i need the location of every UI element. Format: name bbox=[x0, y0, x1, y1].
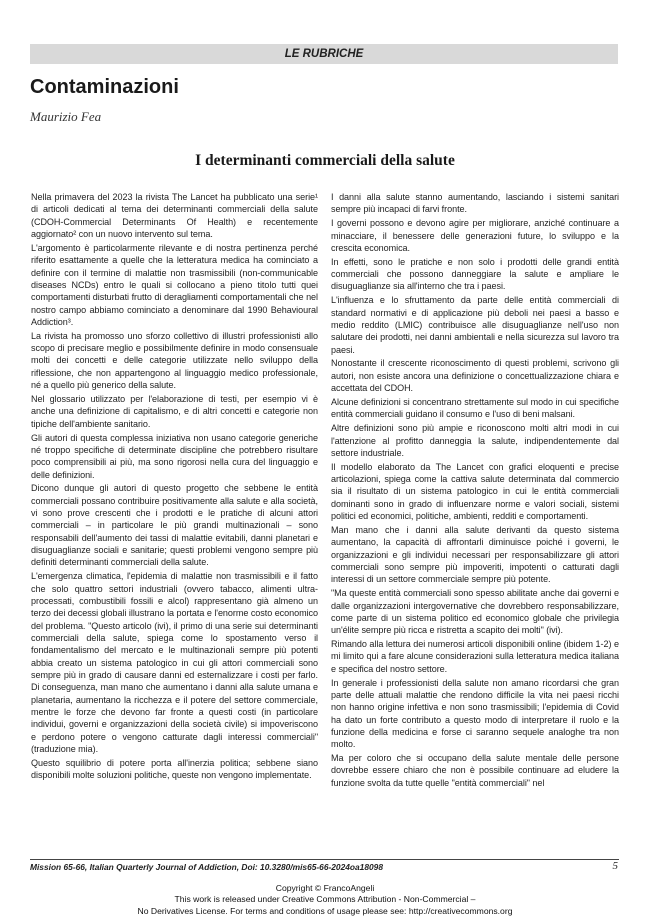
paragraph: I danni alla salute stanno aumentando, lasciando i sistemi sanitari sempre più incapaci di farvi fronte. bbox=[331, 192, 619, 215]
footer-divider bbox=[30, 859, 619, 860]
paragraph: Ma per coloro che si occupano della salute mentale delle persone dovrebbe essere chiaro che non è possibile continuare ad eludere la funzione svolta da tutte quelle "entità commerciali" nel bbox=[331, 753, 619, 788]
paragraph: In generale i professionisti della salute non amano ricordarsi che gran parte delle attuali malattie che rendono difficile la vita nei paesi ricchi non hanno origine infettiva e non sono trasmissibili; l'epidemia di Covid ha dato un forte contributo a questo modo di interpretare il ruolo e la funzione della medicina e forse ci saranno sequele analoghe tra non molto. bbox=[331, 677, 619, 750]
paragraph: Alcune definizioni si concentrano strettamente sul modo in cui specifiche entità commerciali guidano il consumo e l'uso di beni malsani. bbox=[331, 397, 619, 420]
paragraph: L'argomento è particolarmente rilevante e di nostra pertinenza perché riferito esattamente a quelle che la letteratura medica ha cominciato a definire con il termine di malattie non trasmissibili (non-communicable diseases NCDs) entro le quali si collocano a pieno titolo tutti quei comportamenti disturbati frutto di deragliamenti comportamentali che nel nostro campo abbiamo cominciato a denominare dal 1990 Behavioural Addiction³. bbox=[31, 242, 318, 327]
left-column bbox=[31, 191, 318, 783]
paragraph: Nel glossario utilizzato per l'elaborazione di testi, per esempio vi è anche una definizione di capitalismo, e di altri concetti e categorie non tipiche dell'ambiente sanitario. bbox=[31, 394, 318, 429]
journal-citation: Mission 65-66, Italian Quarterly Journal of Addiction, Doi: 10.3280/mis65-66-2024oa18098 bbox=[30, 862, 383, 872]
paragraph: La rivista ha promosso uno sforzo collettivo di illustri professionisti allo scopo di precisare meglio e possibilmente definire in modo consensuale molti dei concetti e delle categorie utilizzate nello sviluppo della riflessione, che non appartengono al linguaggio medico professionale, né a quello più generico della salute. bbox=[31, 330, 318, 391]
license-line: No Derivatives License. For terms and conditions of usage please see: http://creativecommons.org bbox=[137, 905, 513, 916]
license-notice bbox=[0, 883, 650, 917]
paragraph: In effetti, sono le pratiche e non solo i prodotti delle grandi entità commerciali che possono danneggiare la salute e ampliare le disuguaglianze sia all'interno che tra i paesi. bbox=[331, 256, 619, 292]
paragraph: L'influenza e lo sfruttamento da parte delle entità commerciali di standard normativi e di applicazione più deboli nei paesi a basso e medio reddito (LMIC) contribuisce alle disuguaglianze nell'uso non salutare dei prodotti, nei danni ambientali e nella sicurezza sul lavoro tra paesi. bbox=[331, 295, 619, 355]
license-line: This work is released under Creative Commons Attribution - Non-Commercial – bbox=[174, 894, 476, 905]
paragraph: L'emergenza climatica, l'epidemia di malattie non trasmissibili e il fatto che solo quattro settori industriali (ovvero tabacco, alimenti ultra-processati, combustibili fossili e alcol) rappresentano già almeno un terzo dei decessi globali illustrano la portata e l'enorme costo economico del problema. "Questo articolo (ivi), il primo di una serie sui determinanti commerciali della salute, spiega come lo spostamento verso il fondamentalismo del mercato e le multinazionali sempre più potenti abbia creato un sistema patologico in cui gli attori commerciali sono sempre più in grado di causare danni ed esternalizzare i costi per farlo. Di conseguenza, man mano che aumentano i danni alla salute umana e planetaria, aumentano la ricchezza e il potere del settore commerciale, mentre le forze che devono far fronte a questi costi (in particolare individui, governi e organizzazioni della società civile) si impoveriscono e perdono potere o vengono catturate dagli interessi commerciali" (traduzione mia). bbox=[31, 571, 318, 755]
paragraph: "Ma queste entità commerciali sono spesso abilitate anche dai governi e dalle organizzazioni intergovernative che dovrebbero responsabilizzare, come parte di un sistema politico ed economico globale che privilegia un'élite sempre più ricca e ristretta a scapito dei molti" (ivi). bbox=[331, 588, 619, 636]
paragraph: Altre definizioni sono più ampie e riconoscono molti altri modi in cui l'attenzione al profitto danneggia la salute, indipendentemente dal settore industriale. bbox=[331, 423, 619, 458]
section-banner: LE RUBRICHE bbox=[30, 44, 618, 64]
paragraph: Dicono dunque gli autori di questo progetto che sebbene le entità commerciali possano contribuire positivamente alla salute e alla società, vi sono prove crescenti che i prodotti e le pratiche di alcuni attori commerciali – in particolare le più grandi multinazionali – sono responsabili dell'aumento dei tassi di malattie evitabili, danni planetari e disuguaglianze sociali e sanitarie; questi problemi vengono sempre più definiti determinanti commerciali della salute. bbox=[31, 483, 318, 568]
paragraph: Il modello elaborato da The Lancet con grafici eloquenti e precise articolazioni, spiega come la cattiva salute determinata dal commercio sia il risultato di un sistema patologico in cui le entità commerciali dominanti sono in grado di influenzare norme e valori sociali, sistemi politici ed economici, politiche, ambienti, redditi e comportamenti. bbox=[331, 461, 619, 522]
page-number: 5 bbox=[612, 860, 618, 872]
paragraph: Gli autori di questa complessa iniziativa non usano categorie generiche né troppo specifiche di determinate discipline che potrebbero risultare poco comprensibili ai più, ma sono rigorosi nella cura del linguaggio e delle definizioni. bbox=[31, 432, 318, 480]
right-column bbox=[331, 191, 619, 791]
column-title: Contaminazioni bbox=[30, 76, 179, 98]
paragraph: Rimando alla lettura dei numerosi articoli disponibili online (ibidem 1-2) e mi limito qui a fare alcune considerazioni sulla letteratura medica italiana e specifica del nostro settore. bbox=[331, 639, 619, 674]
paragraph: Nonostante il crescente riconoscimento di questi problemi, scrivono gli autori, non esiste ancora una definizione o concettualizzazione chiara e accettata del CDOH. bbox=[331, 358, 619, 394]
article-title: I determinanti commerciali della salute bbox=[195, 152, 455, 169]
paragraph: Nella primavera del 2023 la rivista The Lancet ha pubblicato una serie¹ di articoli dedicati al tema dei determinanti commerciali della salute (CDOH-Commercial Determinants Of Health) e recentemente aggiornato² con un nuovo intervento sul tema. bbox=[31, 192, 318, 240]
paragraph: I governi possono e devono agire per migliorare, anziché continuare a minacciare, il benessere delle generazioni future, lo sviluppo e la crescita economica. bbox=[331, 218, 619, 253]
paragraph: Questo squilibrio di potere porta all'inerzia politica; sebbene siano disponibili molte soluzioni politiche, queste non vengono implementate. bbox=[31, 757, 318, 781]
author-name: Maurizio Fea bbox=[30, 109, 102, 124]
license-line: Copyright © FrancoAngeli bbox=[275, 883, 375, 893]
paragraph: Man mano che i danni alla salute derivanti da questo sistema aumentano, la capacità di affrontarli diminuisce poiché i governi, le organizzazioni e gli individui necessari per responsabilizzare gli attori commerciali sono sempre più impoveriti, impotenti o catturati dagli interessi di un settore commerciale sempre più potente. bbox=[331, 524, 619, 585]
